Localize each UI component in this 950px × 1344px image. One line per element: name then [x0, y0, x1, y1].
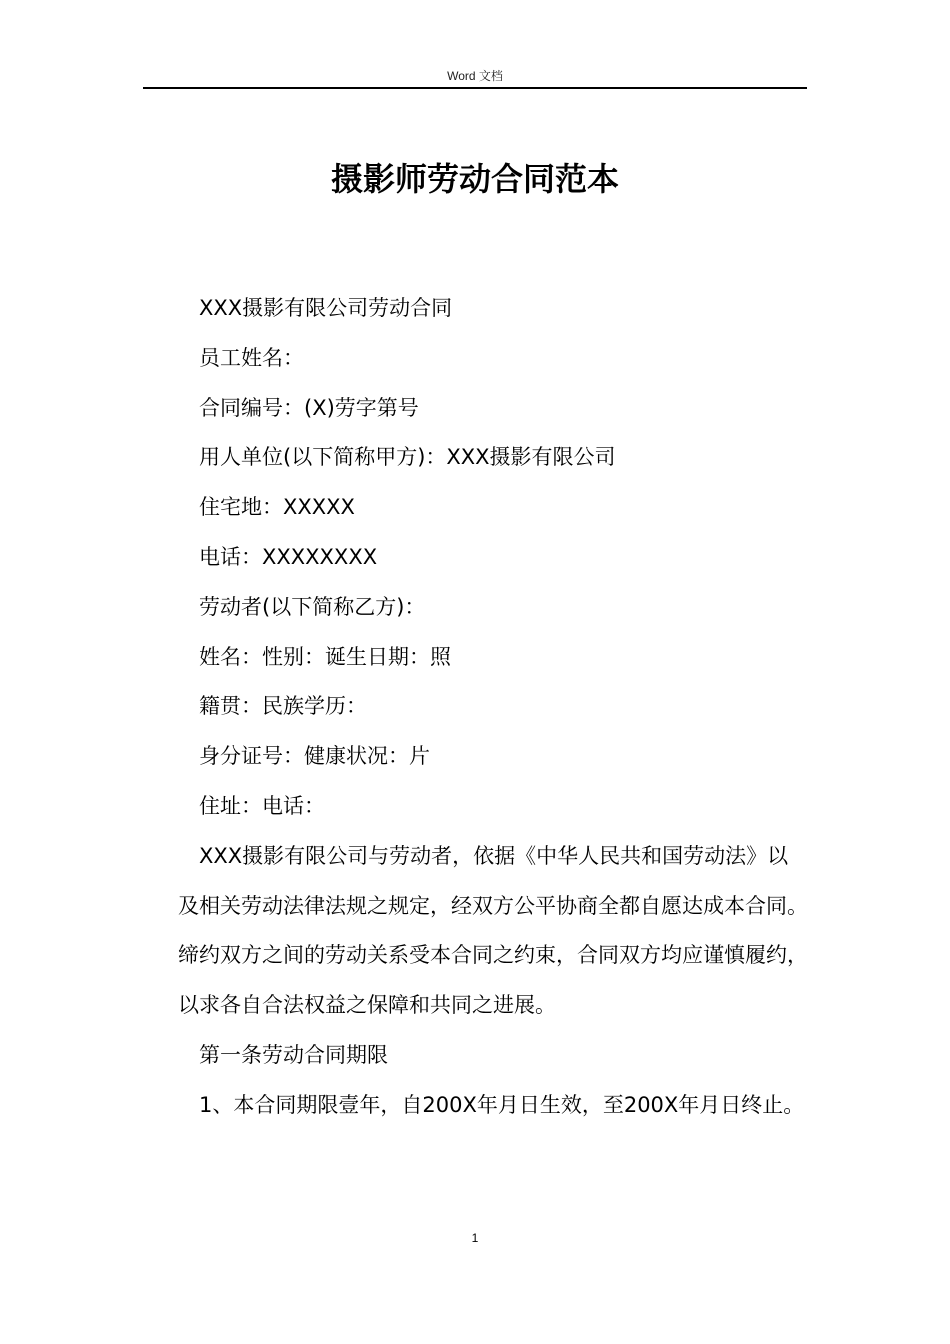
paragraph-contract-number: 合同编号：(X)劳字第号 — [199, 395, 419, 420]
paragraph-employee-name: 员工姓名： — [199, 345, 304, 370]
paragraph-article-one-heading: 第一条劳动合同期限 — [199, 1042, 388, 1067]
paragraph-employee-party: 劳动者(以下简称乙方)： — [199, 594, 426, 619]
paragraph-address-phone: 住址：电话： — [199, 793, 325, 818]
document-title: 摄影师劳动合同范本 — [330, 160, 619, 198]
paragraph-company-contract-heading: XXX摄影有限公司劳动合同 — [199, 296, 453, 320]
paragraph-contract-preamble: XXX摄影有限公司与劳动者，依据《中华人民共和国劳动法》以及相关劳动法律法规之规定，经双方公平协商全都自愿达成本合同。缔约双方之间的劳动关系受本合同之约束，合同双方均应谨慎履约，以求各自合法权益之保障和共同之进展。 — [178, 843, 808, 1018]
paragraph-contract-term: 1、本合同期限壹年，自200X年月日生效，至200X年月日终止。 — [199, 1092, 805, 1117]
paragraph-id-health: 身分证号：健康状况：片 — [199, 744, 430, 769]
paragraph-origin-ethnicity-education: 籍贯：民族学历： — [199, 694, 367, 719]
paragraph-employer: 用人单位(以下简称甲方)：XXX摄影有限公司 — [199, 445, 616, 470]
document-body — [178, 284, 808, 1131]
paragraph-employer-phone: 电话：XXXXXXXX — [199, 544, 378, 569]
page-header: Word 文档 — [143, 66, 807, 89]
page-number: 1 — [471, 1231, 479, 1245]
paragraph-name-gender-birth: 姓名：性别：诞生日期：照 — [199, 644, 451, 669]
paragraph-employer-address: 住宅地：XXXXX — [199, 495, 355, 520]
